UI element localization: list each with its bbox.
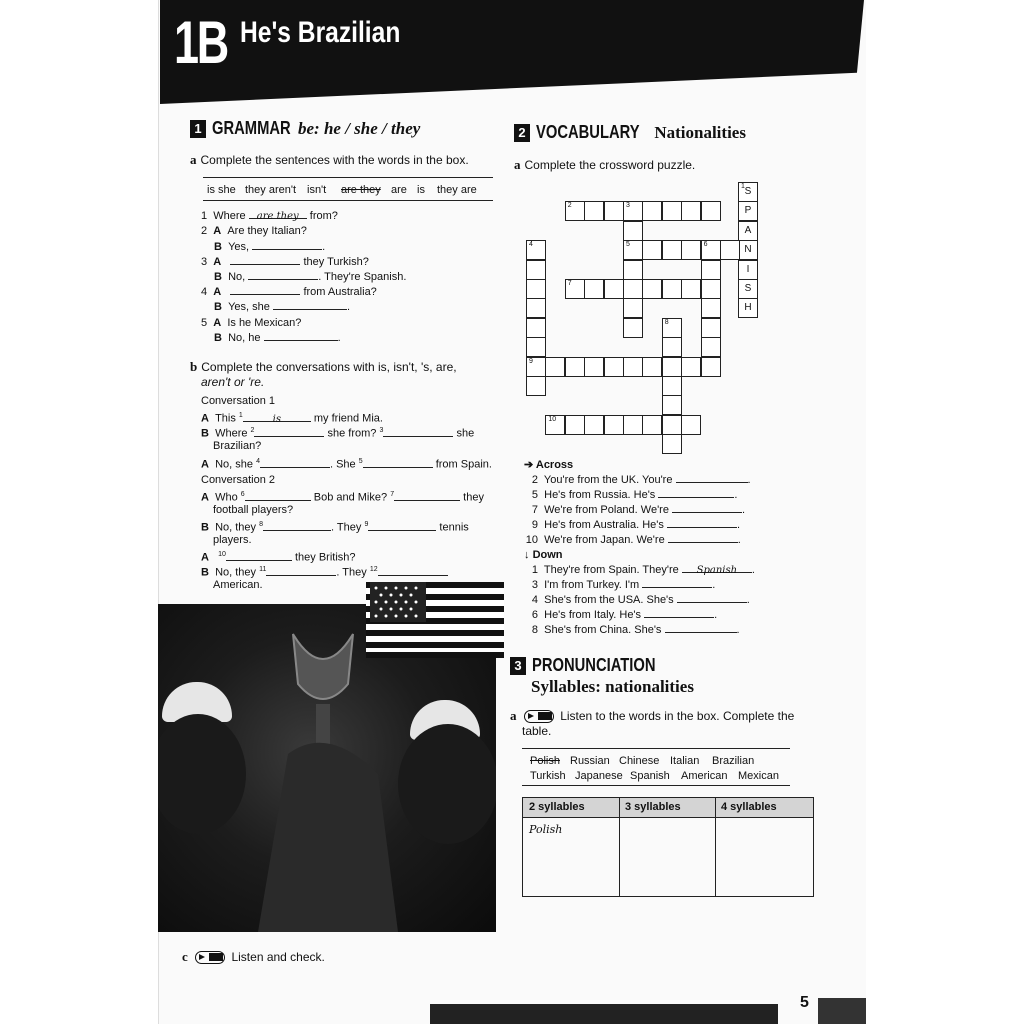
footer-bar-right (818, 998, 866, 1024)
clue-down-1: 1 They're from Spain. They're Spanish . (531, 564, 755, 576)
footer-bar (430, 1004, 778, 1024)
crossword-cell[interactable] (642, 357, 662, 377)
crossword-cell[interactable] (738, 279, 758, 299)
crossword-cell[interactable] (738, 260, 758, 280)
crossword-cell[interactable] (623, 318, 643, 338)
clue-across-5: 5 He's from Russia. He's . (531, 489, 738, 501)
table-header-cell: 3 syllables (625, 801, 681, 813)
grammar-item: 1 Where are they from? (201, 210, 338, 222)
grammar-item: B Yes, . (214, 241, 326, 253)
crossword-cell[interactable] (565, 357, 585, 377)
crossword-cell[interactable] (565, 279, 585, 299)
crossword-cell[interactable] (526, 260, 546, 280)
crossword-cell[interactable] (584, 279, 604, 299)
crossword-cell[interactable] (738, 298, 758, 318)
conversation-line: players. (213, 534, 252, 546)
crossword-cell[interactable] (604, 201, 624, 221)
audio-track-icon[interactable] (195, 951, 225, 964)
crossword-cell[interactable] (526, 240, 546, 260)
crossword-cell[interactable] (623, 221, 643, 241)
crossword-letter: H (744, 302, 752, 314)
grammar-item: 4 A from Australia? (201, 286, 377, 298)
crossword-cell[interactable] (662, 434, 682, 454)
crossword-cell[interactable] (623, 260, 643, 280)
conversation-line: football players? (213, 504, 294, 516)
vocabulary-heading (514, 122, 746, 143)
pronunciation-heading (510, 655, 683, 676)
crossword-letter: S (744, 283, 752, 294)
clue-across-9: 9 He's from Australia. He's . (531, 519, 740, 531)
crossword-cell[interactable] (526, 318, 546, 338)
grammar-item: B Yes, she . (214, 301, 350, 313)
grammar-item: 2 A Are they Italian? (201, 225, 307, 237)
crossword-cell[interactable] (526, 376, 546, 396)
grammar-item: 5 A Is he Mexican? (201, 317, 302, 329)
crossword-cell[interactable] (701, 337, 721, 357)
page-margin (0, 0, 158, 1024)
crossword-number: 1 (741, 183, 745, 190)
section-title: GRAMMAR (212, 118, 291, 138)
crossword-cell[interactable] (642, 415, 662, 435)
crossword-cell[interactable] (623, 298, 643, 318)
crossword-cell[interactable] (738, 221, 758, 241)
conversation-label: Conversation 1 (201, 395, 275, 407)
table-header-cell: 4 syllables (721, 801, 777, 813)
down-label: ↓ Down (524, 549, 563, 561)
grammar-b-instruction: b Complete the conversations with is, isn't, 's, are, (190, 359, 457, 374)
crossword-letter: S (744, 186, 752, 197)
us-flag-icon (366, 582, 504, 658)
crossword-cell[interactable] (623, 201, 643, 221)
crossword-cell[interactable] (584, 415, 604, 435)
crossword-cell[interactable] (681, 357, 701, 377)
crossword-cell[interactable] (662, 201, 682, 221)
crossword-cell[interactable] (662, 357, 682, 377)
crossword-cell[interactable] (584, 357, 604, 377)
conversation-line: A This $^1$ is my friend Mia. (201, 412, 383, 425)
crossword-cell[interactable] (738, 201, 758, 221)
grammar-heading (190, 118, 420, 139)
conversation-line: Brazilian? (213, 440, 262, 452)
crossword-cell[interactable] (565, 415, 585, 435)
unit-title: He's Brazilian (240, 16, 401, 49)
section-title: VOCABULARY (536, 122, 640, 142)
page-number: 5 (800, 994, 809, 1011)
crossword-letter: A (744, 224, 752, 236)
audio-track-icon[interactable] (524, 710, 554, 723)
syllables-table (522, 797, 814, 897)
crossword-number: 7 (567, 280, 572, 287)
crossword-letter: I (746, 263, 750, 275)
crossword-letter: P (744, 205, 752, 217)
crossword-cell[interactable] (526, 357, 546, 377)
table-cell[interactable]: Polish (529, 823, 563, 836)
clue-down-3: 3 I'm from Turkey. I'm . (531, 579, 716, 591)
grammar-item: B No, . They're Spanish. (214, 271, 407, 283)
clue-across-7: 7 We're from Poland. We're . (531, 504, 746, 516)
grammar-item: B No, he . (214, 332, 341, 344)
crossword-cell[interactable] (662, 279, 682, 299)
section-subtitle: be: he / she / they (298, 118, 421, 138)
conversation-label: Conversation 2 (201, 474, 275, 486)
table-header-cell: 2 syllables (529, 801, 585, 813)
crossword-cell[interactable] (604, 357, 624, 377)
section-number: 3 (510, 657, 526, 675)
crossword-cell[interactable] (545, 415, 565, 435)
crossword-cell[interactable] (642, 201, 662, 221)
crossword-number: 5 (626, 241, 630, 249)
crossword-cell[interactable] (701, 318, 721, 338)
crossword-cell[interactable] (604, 415, 624, 435)
grammar-item: 3 A they Turkish? (201, 256, 369, 268)
crossword-cell[interactable] (623, 240, 643, 260)
clue-across-10: 10 We're from Japan. We're . (525, 534, 741, 546)
section-number: 2 (514, 124, 530, 142)
crossword-cell[interactable] (701, 357, 721, 377)
unit-number: 1B (174, 9, 228, 76)
crossword-letter: N (744, 244, 752, 256)
conversation-line: B No, they $^8$ . They $^9$ tennis (201, 521, 469, 534)
crossword-cell[interactable] (662, 376, 682, 396)
crossword-number: 2 (567, 202, 572, 210)
crossword-cell[interactable] (623, 279, 643, 299)
vocabulary-a-instruction: a Complete the crossword puzzle. (514, 157, 696, 172)
crossword-cell[interactable] (662, 395, 682, 415)
clue-down-4: 4 She's from the USA. She's . (531, 594, 750, 606)
conversation-line: A Who $^6$ Bob and Mike? $^7$ they (201, 491, 484, 504)
grammar-b-instruction-2: aren't or 're. (201, 375, 265, 389)
crossword-cell[interactable] (642, 240, 662, 260)
crossword-cell[interactable] (623, 357, 643, 377)
crossword-cell[interactable] (681, 415, 701, 435)
crossword-cell[interactable] (738, 182, 758, 202)
crossword-cell[interactable] (526, 337, 546, 357)
crossword-cell[interactable] (623, 415, 643, 435)
crossword-number: 3 (626, 202, 630, 210)
section-subtitle: Nationalities (654, 122, 746, 142)
pronunciation-a-instruction: a Listen to the words in the box. Complete the (510, 708, 795, 723)
grammar-a-instruction: a Complete the sentences with the words in the box. (190, 152, 469, 167)
crossword-cell[interactable] (701, 279, 721, 299)
crossword-cell[interactable] (526, 298, 546, 318)
section-number: 1 (190, 120, 206, 138)
clue-down-8: 8 She's from China. She's . (531, 624, 740, 636)
conversation-line: B No, they $^{11}$ . They $^{12}$ (201, 563, 448, 580)
crossword-cell[interactable] (642, 279, 662, 299)
crossword-number: 4 (529, 241, 533, 249)
crossword-cell[interactable] (681, 279, 701, 299)
across-label: ➔ Across (524, 459, 574, 471)
crossword-cell[interactable] (565, 201, 585, 221)
crossword-cell[interactable] (701, 260, 721, 280)
crossword-cell[interactable] (701, 201, 721, 221)
crossword-number: 6 (703, 241, 708, 249)
players-silhouette (158, 714, 496, 932)
pronunciation-word-box: Polish Russian Chinese Italian Brazilian Turkish Japanese Spanish American Mexican (522, 748, 790, 786)
clue-across-2: 2 You're from the UK. You're . (531, 474, 751, 486)
conversation-line: A No, she $^4$ . She $^5$ from Spain. (201, 458, 492, 471)
section-title: PRONUNCIATION (532, 655, 656, 675)
pronunciation-a-instruction-2: table. (522, 724, 552, 738)
crossword-cell[interactable] (584, 201, 604, 221)
crossword-cell[interactable] (662, 415, 682, 435)
crossword-cell[interactable] (604, 279, 624, 299)
grammar-word-box: is she they aren't isn't are they are is they are (203, 177, 493, 201)
crossword-cell[interactable] (662, 318, 682, 338)
crossword-cell[interactable] (681, 240, 701, 260)
crossword-number: 8 (664, 318, 669, 326)
conversation-line: A $^{10}$ they British? (201, 551, 356, 564)
crossword-cell[interactable] (526, 279, 546, 299)
section-subtitle: Syllables: nationalities (531, 677, 694, 696)
grammar-c-instruction: c Listen and check. (182, 949, 325, 964)
crossword-cell[interactable] (701, 298, 721, 318)
crossword-cell[interactable] (662, 337, 682, 357)
crossword-number: 9 (529, 357, 533, 365)
clue-down-6: 6 He's from Italy. He's . (531, 609, 718, 621)
conversation-line: B Where $^2$ she from? $^3$ she (201, 427, 475, 440)
crossword-cell[interactable] (662, 240, 682, 260)
crossword-cell[interactable] (545, 357, 565, 377)
crossword-cell[interactable] (681, 201, 701, 221)
crossword-cell[interactable] (738, 240, 758, 260)
conversation-line: American. (213, 579, 263, 591)
crossword-cell[interactable] (701, 240, 721, 260)
crossword-number: 10 (548, 415, 557, 423)
crossword-cell[interactable] (720, 240, 740, 260)
